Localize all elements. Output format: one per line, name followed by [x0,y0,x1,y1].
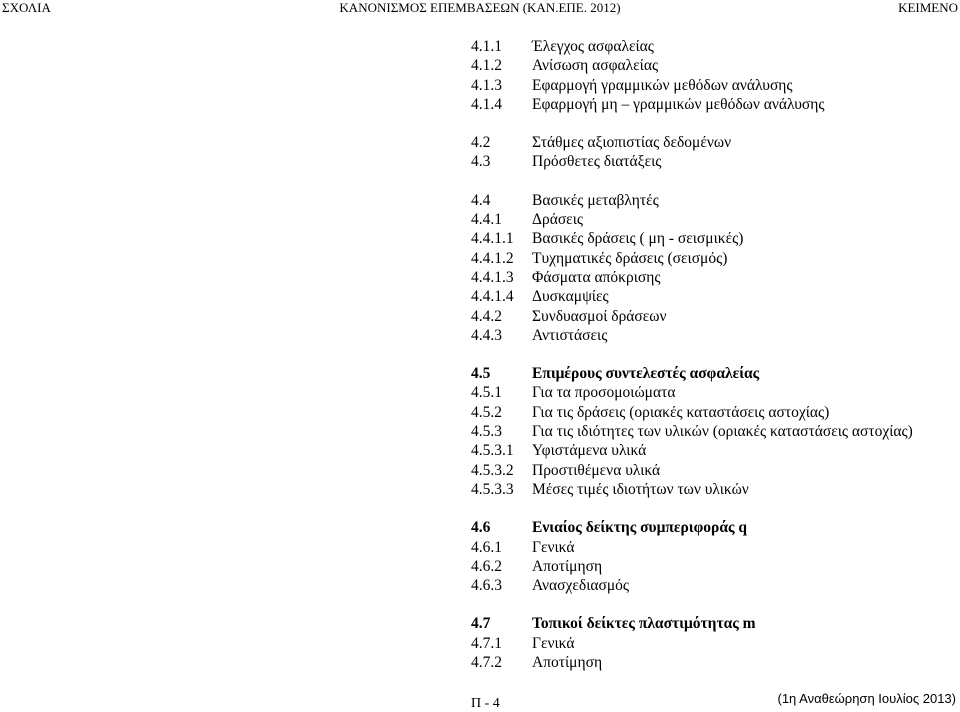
header-left-label: ΣΧΟΛΙΑ [2,0,51,15]
toc-entry-number: 4.4.3 [471,326,502,344]
toc-entry-title: Αντιστάσεις [532,326,608,344]
toc-entry-number: 4.5.2 [471,403,502,421]
toc-entry [471,307,951,326]
toc-entry [471,133,951,152]
toc-entry-number: 4.1.2 [471,57,502,75]
toc-entry-title: Ενιαίος δείκτης συμπεριφοράς q [532,519,748,537]
toc-entry-title: Αποτίμηση [532,557,603,575]
toc-entry-title: Έλεγχος ασφαλείας [532,38,654,55]
toc-entry [471,191,951,210]
toc-entry [471,614,951,633]
toc-entry [471,268,951,287]
toc-entry [471,364,951,383]
page-number: Π - 4 [471,696,500,711]
toc-entry-title: Βασικές μεταβλητές [532,191,659,209]
toc-entry-title: Γενικά [532,538,575,556]
toc-entry-title: Φάσματα απόκρισης [532,268,661,286]
toc-entry [471,461,951,480]
toc-entry [471,480,951,499]
toc-entry-number: 4.2 [471,134,491,152]
toc-entry-title: Επιμέρους συντελεστές ασφαλείας [532,365,760,383]
toc-entry [471,287,951,306]
toc-entry-number: 4.4.1.2 [471,249,514,267]
toc-entry-title: Στάθμες αξιοπιστίας δεδομένων [532,134,732,152]
toc-entry-number: 4.6 [471,519,491,537]
header-right-label: ΚΕΙΜΕΝΟ [898,0,958,15]
toc-entry-title: Εφαρμογή γραμμικών μεθόδων ανάλυσης [532,76,793,94]
toc-entry-number: 4.6.1 [471,538,502,556]
toc-entry-title: Πρόσθετες διατάξεις [532,153,662,171]
toc-entry-title: Τοπικοί δείκτες πλαστιμότητας m [532,615,756,633]
revision-note: (1η Αναθεώρηση Ιουλίος 2013) [777,691,956,706]
section-gap [471,114,951,133]
toc-entry-number: 4.6.2 [471,557,502,575]
toc-entry-number: 4.4.1.1 [471,230,514,248]
toc-entry-number: 4.5.3 [471,423,502,441]
toc-entry [471,56,951,75]
toc-entry-title: Συνδυασμοί δράσεων [532,307,667,325]
toc-entry-number: 4.7.2 [471,654,502,672]
toc-entry-number: 4.1.4 [471,95,502,113]
toc-entry [471,152,951,171]
toc-entry-title: Ανίσωση ασφαλείας [532,57,659,75]
toc-entry [471,653,951,672]
toc-entry [471,210,951,229]
toc-entry-title: Υφιστάμενα υλικά [532,442,647,460]
toc-entry [471,383,951,402]
toc-entry-title: Μέσες τιμές ιδιοτήτων των υλικών [532,480,749,498]
toc-entry [471,403,951,422]
toc-entry [471,576,951,595]
toc-entry-number: 4.3 [471,153,491,171]
toc-entry-title: Βασικές δράσεις ( μη - σεισμικές) [532,230,744,248]
toc-entry [471,37,951,56]
toc-entry [471,95,951,114]
toc-entry-number: 4.7.1 [471,634,502,652]
toc-entry [471,634,951,653]
toc-entry-number: 4.5.3.2 [471,461,514,479]
toc-entry-number: 4.5.3.3 [471,480,514,498]
toc-entry-number: 4.4.2 [471,307,502,325]
toc-entry-title: Αποτίμηση [532,654,603,672]
toc-entry-title: Για τις ιδιότητες των υλικών (οριακές καταστάσεις αστοχίας) [532,423,913,441]
toc-entry-title: Δράσεις [532,211,583,229]
toc-entry-number: 4.7 [471,615,491,633]
section-gap [471,499,951,518]
toc-entry [471,422,951,441]
toc-entry [471,326,951,345]
toc-entry-title: Για τα προσομοιώματα [532,384,676,402]
section-gap [471,172,951,191]
toc-entry [471,538,951,557]
toc-entry-number: 4.1.1 [471,38,502,55]
toc-entry-title: Για τις δράσεις (οριακές καταστάσεις αστοχίας) [532,403,830,421]
toc-entry-title: Προστιθέμενα υλικά [532,461,661,479]
toc-entry-title: Τυχηματικές δράσεις (σεισμός) [532,249,728,267]
toc-entry-title: Δυσκαμψίες [532,288,609,306]
toc-entry-number: 4.6.3 [471,577,502,595]
toc-entry [471,441,951,460]
toc-entry-number: 4.4.1.4 [471,288,514,306]
toc-entry-number: 4.4.1 [471,211,502,229]
toc-entry-number: 4.1.3 [471,76,502,94]
toc-entry-number: 4.4 [471,191,491,209]
section-gap [471,345,951,364]
toc-entry [471,76,951,95]
toc-entry-title: Γενικά [532,634,575,652]
toc-entry-number: 4.5 [471,365,491,383]
header-title: ΚΑΝΟΝΙΣΜΟΣ ΕΠΕΜΒΑΣΕΩΝ (ΚΑΝ.ΕΠΕ. 2012) [339,0,621,15]
toc-entry [471,229,951,248]
toc-entry-number: 4.5.1 [471,384,502,402]
section-gap [471,595,951,614]
toc-entry [471,518,951,537]
toc-entry-title: Εφαρμογή μη – γραμμικών μεθόδων ανάλυσης [532,95,825,113]
toc-entry-number: 4.4.1.3 [471,268,514,286]
toc-entry-title: Ανασχεδιασμός [532,577,630,595]
toc-entry [471,557,951,576]
table-of-contents [471,37,951,672]
toc-entry-number: 4.5.3.1 [471,442,514,460]
toc-entry [471,249,951,268]
